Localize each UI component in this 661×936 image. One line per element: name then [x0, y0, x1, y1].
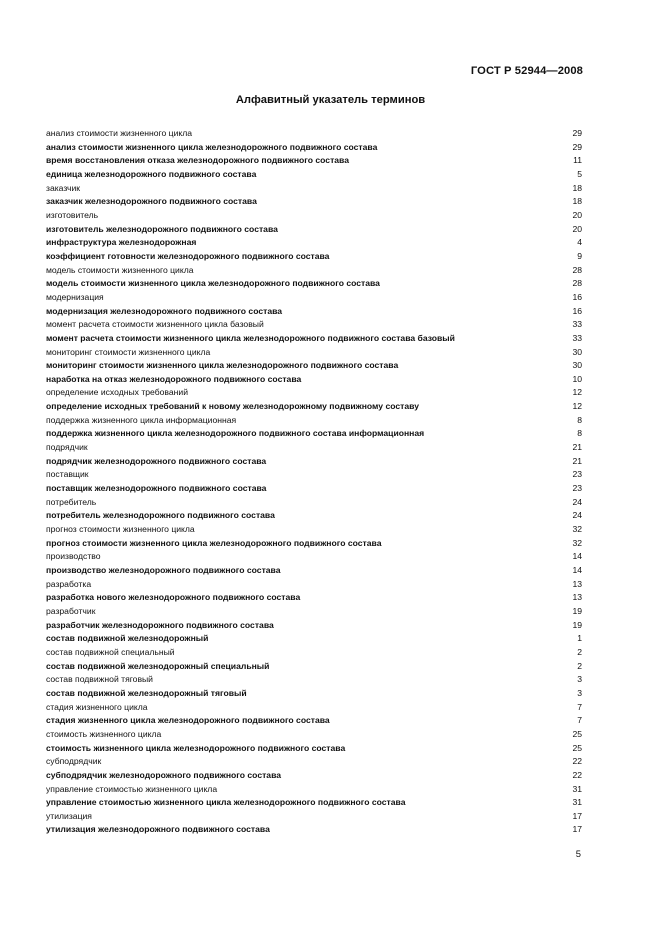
index-page-ref: 30	[572, 360, 582, 371]
index-entry	[46, 482, 582, 496]
index-page-ref: 32	[572, 537, 582, 548]
index-term: потребитель	[46, 496, 97, 507]
index-entry	[46, 427, 582, 441]
index-entry	[46, 632, 582, 646]
index-page-ref: 7	[577, 715, 582, 726]
index-term: состав подвижной специальный	[46, 646, 175, 657]
index-entry	[46, 373, 582, 387]
index-term: поддержка жизненного цикла информационная	[46, 414, 237, 425]
index-page-ref: 14	[572, 551, 582, 562]
index-term: поставщик	[46, 469, 89, 480]
index-page-ref: 7	[577, 701, 582, 712]
index-term: поддержка жизненного цикла железнодорожного подвижного состава информационная	[46, 428, 425, 439]
index-term: анализ стоимости жизненного цикла	[46, 128, 193, 138]
index-page-ref: 16	[572, 291, 582, 302]
index-term: момент расчета стоимости жизненного цикла базовый	[46, 319, 264, 330]
index-term: субподрядчик	[46, 756, 102, 767]
index-entry	[46, 305, 582, 319]
index-entry	[46, 523, 582, 537]
index-entry	[46, 277, 582, 291]
index-page-ref: 29	[572, 128, 582, 138]
index-term: разработка	[46, 578, 92, 589]
index-entry	[46, 182, 582, 196]
index-page-ref: 33	[572, 332, 582, 343]
index-entry	[46, 318, 582, 332]
index-entry	[46, 346, 582, 360]
index-page-ref: 23	[572, 483, 582, 494]
index-entry	[46, 605, 582, 619]
index-entry	[46, 687, 582, 701]
index-term: модель стоимости жизненного цикла	[46, 264, 194, 275]
index-entry	[46, 386, 582, 400]
index-page-ref: 29	[572, 141, 582, 152]
index-page-ref: 4	[577, 237, 582, 248]
index-term: состав подвижной тяговый	[46, 674, 153, 685]
index-page-ref: 32	[572, 524, 582, 535]
index-page-ref: 19	[572, 605, 582, 616]
index-entry	[46, 578, 582, 592]
index-page-ref: 24	[572, 510, 582, 521]
index-entry	[46, 332, 582, 346]
index-page-ref: 22	[572, 756, 582, 767]
index-page-ref: 20	[572, 209, 582, 220]
index-term: определение исходных требований	[46, 387, 189, 398]
index-entry	[46, 742, 582, 756]
index-term: определение исходных требований к новому железнодорожному подвижному составу	[46, 401, 420, 412]
index-term: стадия жизненного цикла железнодорожного подвижного состава	[46, 715, 330, 726]
index-entry	[46, 154, 582, 168]
index-term: модель стоимости жизненного цикла железнодорожного подвижного состава	[46, 278, 380, 289]
index-term: заказчик	[46, 182, 81, 193]
index-page-ref: 18	[572, 196, 582, 207]
index-term: подрядчик	[46, 442, 88, 453]
term-index-list	[46, 127, 582, 837]
index-term: изготовитель	[46, 209, 99, 220]
index-page-ref: 12	[572, 401, 582, 412]
index-entry	[46, 496, 582, 510]
index-page-ref: 11	[573, 155, 582, 166]
index-page-ref: 9	[577, 250, 582, 261]
index-entry	[46, 783, 582, 797]
index-page-ref: 22	[572, 769, 582, 780]
index-entry	[46, 414, 582, 428]
index-term: анализ стоимости жизненного цикла железнодорожного подвижного состава	[46, 141, 378, 152]
index-term: состав подвижной железнодорожный тяговый	[46, 687, 247, 698]
index-page-ref: 3	[577, 674, 582, 685]
index-entry	[46, 441, 582, 455]
index-page-ref: 16	[572, 305, 582, 316]
index-term: стадия жизненного цикла	[46, 701, 148, 712]
index-page-ref: 17	[572, 810, 582, 821]
index-entry	[46, 619, 582, 633]
index-term: управление стоимостью жизненного цикла	[46, 783, 218, 794]
index-page-ref: 28	[572, 264, 582, 275]
index-term: разработка нового железнодорожного подвижного состава	[46, 592, 301, 603]
index-term: разработчик железнодорожного подвижного состава	[46, 619, 274, 630]
index-term: разработчик	[46, 605, 96, 616]
index-page-ref: 13	[572, 578, 582, 589]
index-page-ref: 17	[572, 824, 582, 835]
index-entry	[46, 796, 582, 810]
index-entry	[46, 509, 582, 523]
index-entry	[46, 701, 582, 715]
index-page-ref: 21	[572, 442, 582, 453]
index-term: мониторинг стоимости жизненного цикла	[46, 346, 211, 357]
index-entry	[46, 714, 582, 728]
index-page-ref: 5	[577, 168, 582, 179]
index-entry	[46, 646, 582, 660]
index-entry	[46, 127, 582, 141]
index-page-ref: 23	[572, 469, 582, 480]
index-page-ref: 19	[572, 619, 582, 630]
index-entry	[46, 591, 582, 605]
index-term: время восстановления отказа железнодорожного подвижного состава	[46, 155, 349, 166]
index-page-ref: 8	[577, 414, 582, 425]
index-entry	[46, 359, 582, 373]
index-term: стоимость жизненного цикла	[46, 728, 162, 739]
index-term: прогноз стоимости жизненного цикла железнодорожного подвижного состава	[46, 537, 382, 548]
index-entry	[46, 728, 582, 742]
index-term: производство	[46, 551, 101, 562]
index-entry	[46, 236, 582, 250]
index-page-ref: 12	[572, 387, 582, 398]
index-page-ref: 21	[572, 455, 582, 466]
index-entry	[46, 291, 582, 305]
index-term: инфраструктура железнодорожная	[46, 237, 197, 248]
index-term: утилизация железнодорожного подвижного состава	[46, 824, 270, 835]
index-entry	[46, 168, 582, 182]
index-page-ref: 24	[572, 496, 582, 507]
index-term: производство железнодорожного подвижного состава	[46, 565, 281, 575]
index-page-ref: 8	[577, 428, 582, 439]
index-entry	[46, 769, 582, 783]
index-page-ref: 30	[572, 346, 582, 357]
index-entry	[46, 823, 582, 837]
index-term: состав подвижной железнодорожный	[46, 633, 209, 644]
index-term: заказчик железнодорожного подвижного состава	[46, 196, 257, 207]
page-title: Алфавитный указатель терминов	[235, 94, 426, 106]
index-term: наработка на отказ железнодорожного подвижного состава	[46, 373, 302, 384]
index-term: потребитель железнодорожного подвижного состава	[46, 510, 275, 521]
index-page-ref: 10	[572, 373, 582, 384]
index-term: модернизация	[46, 291, 104, 302]
index-entry	[46, 250, 582, 264]
index-page-ref: 28	[572, 278, 582, 289]
index-page-ref: 31	[572, 797, 582, 808]
index-page-ref: 31	[572, 783, 582, 794]
index-entry	[46, 810, 582, 824]
index-entry	[46, 660, 582, 674]
index-page-ref: 2	[577, 660, 582, 671]
index-page-ref: 2	[577, 646, 582, 657]
index-entry	[46, 550, 582, 564]
index-page-ref: 33	[572, 319, 582, 330]
index-term: момент расчета стоимости жизненного цикла железнодорожного подвижного состава базовый	[46, 332, 455, 343]
index-term: единица железнодорожного подвижного состава	[46, 168, 257, 179]
index-page-ref: 3	[577, 687, 582, 698]
index-term: субподрядчик железнодорожного подвижного состава	[46, 769, 282, 780]
index-entry	[46, 195, 582, 209]
index-entry	[46, 264, 582, 278]
index-entry	[46, 673, 582, 687]
index-entry	[46, 755, 582, 769]
index-term: прогноз стоимости жизненного цикла	[46, 524, 195, 535]
index-page-ref: 13	[572, 592, 582, 603]
index-term: коэффициент готовности железнодорожного подвижного состава	[46, 250, 330, 261]
index-term: состав подвижной железнодорожный специальный	[46, 660, 270, 671]
document-id: ГОСТ Р 52944—2008	[470, 65, 583, 77]
index-term: подрядчик железнодорожного подвижного состава	[46, 455, 267, 466]
index-page-ref: 1	[577, 633, 582, 644]
index-term: стоимость жизненного цикла железнодорожного подвижного состава	[46, 742, 346, 753]
index-term: управление стоимостью жизненного цикла железнодорожного подвижного состава	[46, 797, 406, 808]
index-term: изготовитель железнодорожного подвижного состава	[46, 223, 278, 234]
index-entry	[46, 564, 582, 578]
index-entry	[46, 400, 582, 414]
index-term: утилизация	[46, 810, 92, 821]
index-entry	[46, 141, 582, 155]
index-page-ref: 25	[572, 742, 582, 753]
index-term: модернизация железнодорожного подвижного состава	[46, 305, 283, 316]
index-entry	[46, 223, 582, 237]
page-number: 5	[575, 848, 581, 859]
index-term: поставщик железнодорожного подвижного состава	[46, 483, 267, 494]
index-term: мониторинг стоимости жизненного цикла железнодорожного подвижного состава	[46, 360, 399, 371]
index-entry	[46, 537, 582, 551]
index-page-ref: 18	[572, 182, 582, 193]
index-page-ref: 20	[572, 223, 582, 234]
index-entry	[46, 455, 582, 469]
index-page-ref: 25	[572, 728, 582, 739]
index-entry	[46, 209, 582, 223]
index-page-ref: 14	[572, 565, 582, 575]
index-entry	[46, 468, 582, 482]
